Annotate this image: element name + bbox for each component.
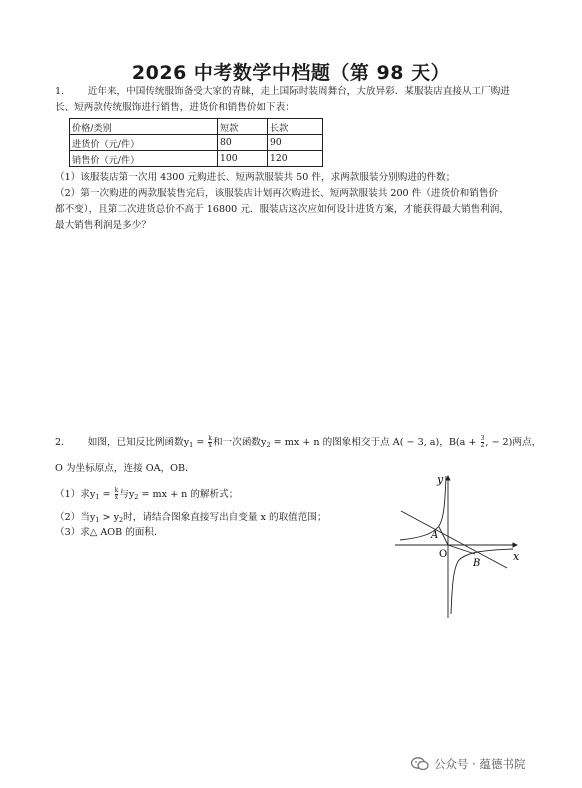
table-header-cell: 长款 (268, 119, 323, 135)
q2-text: > y (99, 512, 120, 523)
subscript: 2 (134, 493, 139, 501)
q1-text-1: 近年来，中国传统服饰备受大家的青睐，走上国际时装周舞台，大放异彩．某服装店直接从工厂购进 (87, 86, 510, 97)
table-header-cell: 短款 (218, 119, 268, 135)
table-row (70, 151, 323, 167)
table-cell: 120 (268, 151, 323, 167)
table-cell: 90 (268, 135, 323, 151)
fraction-three-halves (481, 436, 485, 449)
q2-text: , − 2)两点， (485, 437, 542, 448)
q2-intro-line1 (55, 436, 541, 452)
x-axis-label: x (513, 550, 520, 563)
table-cell: 80 (218, 135, 268, 151)
fraction-numerator: 3 (480, 435, 485, 442)
q2-text: （1）求y (55, 489, 96, 500)
q1-part2-line3: 最大销售利润是多少？ (55, 220, 151, 231)
table-header-row (70, 119, 323, 135)
q2-part2 (55, 511, 327, 527)
fraction-k-over-x (115, 488, 119, 501)
subscript: 1 (189, 441, 194, 449)
q2-text: 时，请结合图象直接写出自变量 x 的取值范围； (123, 512, 327, 523)
q1-intro-line2: 长、短两款传统服饰进行销售，进货价和销售价如下表： (55, 102, 295, 113)
q1-intro-line1 (55, 85, 510, 98)
table-row (70, 135, 323, 151)
q1-number: 1． (55, 86, 71, 97)
q2-text: 如图，已知反比例函数y (87, 437, 190, 448)
subscript: 2 (266, 441, 271, 449)
fraction-denominator: x (114, 494, 119, 501)
fraction-numerator: k (208, 435, 213, 442)
q2-part1 (55, 488, 238, 504)
q2-number: 2． (55, 437, 71, 448)
price-table (69, 118, 323, 167)
fraction-denominator: 2 (480, 442, 485, 449)
subscript: 1 (95, 493, 100, 501)
q1-part2-line1: （2）第一次购进的两款服装售完后，该服装店计划再次购进长、短两款服装共 200 件（进货价和销售价 (55, 188, 499, 199)
q2-text: = mx + n 的解析式； (138, 489, 239, 500)
q2-text: = (193, 437, 208, 448)
page-title: 2026 中考数学中档题（第 98 天） (131, 62, 451, 84)
wechat-icon (411, 757, 429, 771)
fraction-numerator: k (114, 487, 119, 494)
y-axis-label: y (437, 473, 444, 486)
watermark (411, 756, 525, 772)
table-cell: 销售价（元/件） (70, 151, 218, 167)
point-A-label: A (431, 530, 439, 541)
table-cell: 100 (218, 151, 268, 167)
q2-text: 和一次函数y (213, 437, 267, 448)
q2-text: = (99, 489, 114, 500)
table-cell: 进货价（元/件） (70, 135, 218, 151)
q1-part2-line2: 都不变），且第二次进货总价不高于 16800 元．服装店这次应如何设计进货方案，才能获得最大销售利润， (55, 204, 509, 215)
table-header-cell: 价格/类别 (70, 119, 218, 135)
fraction-denominator: x (208, 442, 212, 449)
q2-text: （2）当y (55, 512, 96, 523)
point-B-label: B (473, 558, 481, 569)
hyperbola-branch-lower-right (451, 549, 513, 614)
q2-text: = mx + n 的图象相交于点 A( − 3, a)，B(a + (270, 437, 480, 448)
q1-part1: （1）该服装店第一次用 4300 元购进长、短两款服装共 50 件，求两款服装分别购进的件数； (55, 172, 456, 183)
segment-OB (448, 545, 475, 554)
watermark-text: 公众号 · 蕴德书院 (434, 757, 526, 771)
linear-function-line (401, 511, 507, 568)
function-graph (395, 468, 530, 618)
origin-label: O (439, 549, 448, 560)
subscript: 1 (95, 516, 100, 524)
q2-intro-line2: O 为坐标原点，连接 OA，OB． (55, 463, 195, 474)
fraction-k-over-x (208, 436, 212, 449)
q2-text: 与y (119, 489, 135, 500)
q2-part3: （3）求△ AOB 的面积． (55, 527, 164, 538)
subscript: 2 (119, 516, 124, 524)
